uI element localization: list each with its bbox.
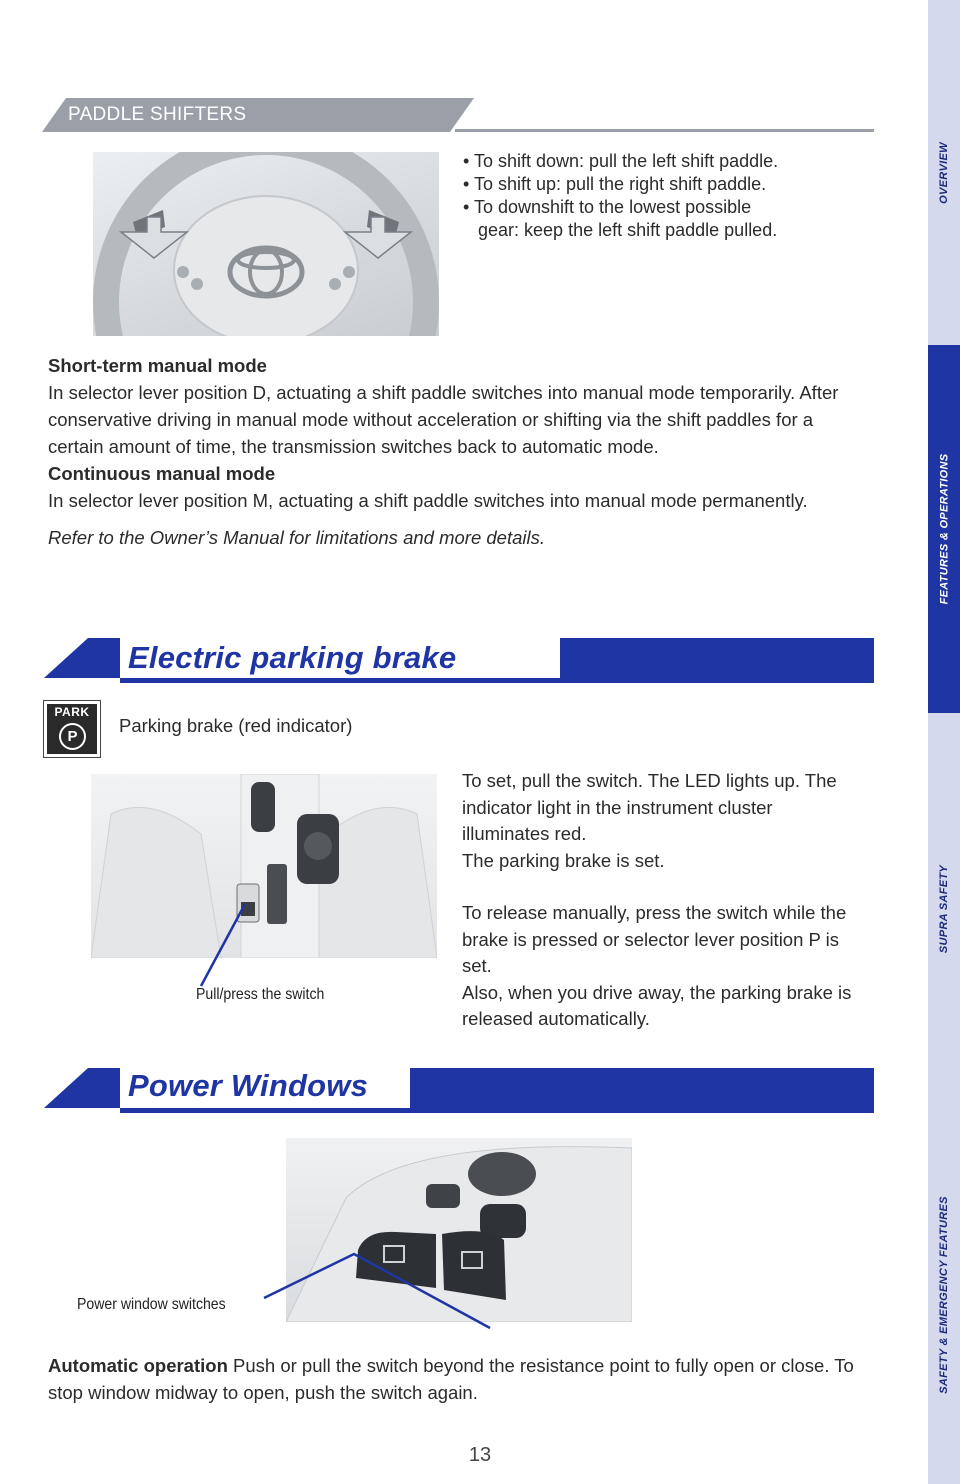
windows-callout-line (258, 1240, 508, 1335)
parking-callout-label: Pull/press the switch (196, 986, 325, 1003)
power-windows-title: Power Windows (128, 1068, 369, 1103)
nav-tab-features-operations[interactable] (928, 345, 960, 713)
bullet-downshift-cont: gear: keep the left shift paddle pulled. (463, 220, 778, 240)
nav-tab-features-label: FEATURES & OPERATIONS (938, 453, 951, 605)
windows-callout-label: Power window switches (77, 1296, 226, 1313)
parking-brake-title: Electric parking brake (128, 640, 457, 675)
nav-tab-supra-safety[interactable] (928, 713, 960, 1105)
parking-release-text: To release manually, press the switch while the brake is pressed or selector lever position P is set. (462, 902, 847, 976)
park-indicator-icon (43, 700, 101, 758)
parking-callout-line (195, 900, 255, 990)
bullet-downshift: • To downshift to the lowest possible (463, 197, 752, 217)
short-term-body: In selector lever position D, actuating a shift paddle switches into manual mode temporarily. After conservative driving in manual mode without acceleration or shifting via the shift paddles for a certain amount of time, the transmission switches back to automatic mode. (48, 382, 839, 457)
automatic-operation-title: Automatic operation (48, 1355, 228, 1376)
continuous-body: In selector lever position M, actuating a shift paddle switches into manual mode permanently. (48, 490, 808, 511)
continuous-title: Continuous manual mode (48, 463, 276, 484)
bullet-shift-up: • To shift up: pull the right shift paddle. (463, 174, 767, 194)
paddle-shifters-header: PADDLE SHIFTERS (68, 104, 247, 125)
automatic-operation-body: Push or pull the switch beyond the resistance point to fully open or close. To stop window midway to open, push the switch again. (48, 1355, 854, 1403)
bullet-shift-down: • To shift down: pull the left shift paddle. (463, 151, 779, 171)
nav-tab-overview-label: OVERVIEW (938, 141, 950, 204)
nav-tab-overview[interactable] (928, 0, 960, 345)
parking-set-result: The parking brake is set. (462, 849, 665, 871)
nav-tab-safety-emergency[interactable] (928, 1105, 960, 1484)
center-console-photo (91, 774, 437, 958)
paddle-description (48, 352, 868, 551)
short-term-title: Short-term manual mode (48, 355, 267, 376)
automatic-operation-text (48, 1352, 878, 1406)
park-icon-text: PARK (54, 705, 90, 719)
side-nav (928, 0, 960, 1484)
steering-wheel-photo (93, 152, 439, 336)
page-number: 13 (468, 1444, 492, 1466)
steering-wheel-illustration (93, 152, 439, 336)
park-icon-fill (47, 704, 97, 754)
center-console-illustration (91, 774, 437, 958)
windows-header-rule (120, 1108, 874, 1113)
parking-set-text: To set, pull the switch. The LED lights up. The indicator light in the instrument cluster illuminates red. (462, 770, 837, 844)
parking-indicator-label: Parking brake (red indicator) (119, 715, 353, 736)
nav-tab-supra-safety-label: SUPRA SAFETY (938, 864, 950, 954)
paddle-bullets (463, 150, 883, 242)
paddle-header-rule (455, 129, 874, 132)
parking-release-auto: Also, when you drive away, the parking brake is released automatically. (462, 981, 852, 1029)
parking-instructions (462, 768, 862, 1033)
parking-header-rule (120, 678, 874, 683)
nav-tab-safety-emergency-label: SAFETY & EMERGENCY FEATURES (938, 1195, 951, 1394)
owners-manual-note: Refer to the Owner’s Manual for limitations and more details. (48, 527, 545, 548)
park-icon-letter: P (59, 723, 86, 750)
